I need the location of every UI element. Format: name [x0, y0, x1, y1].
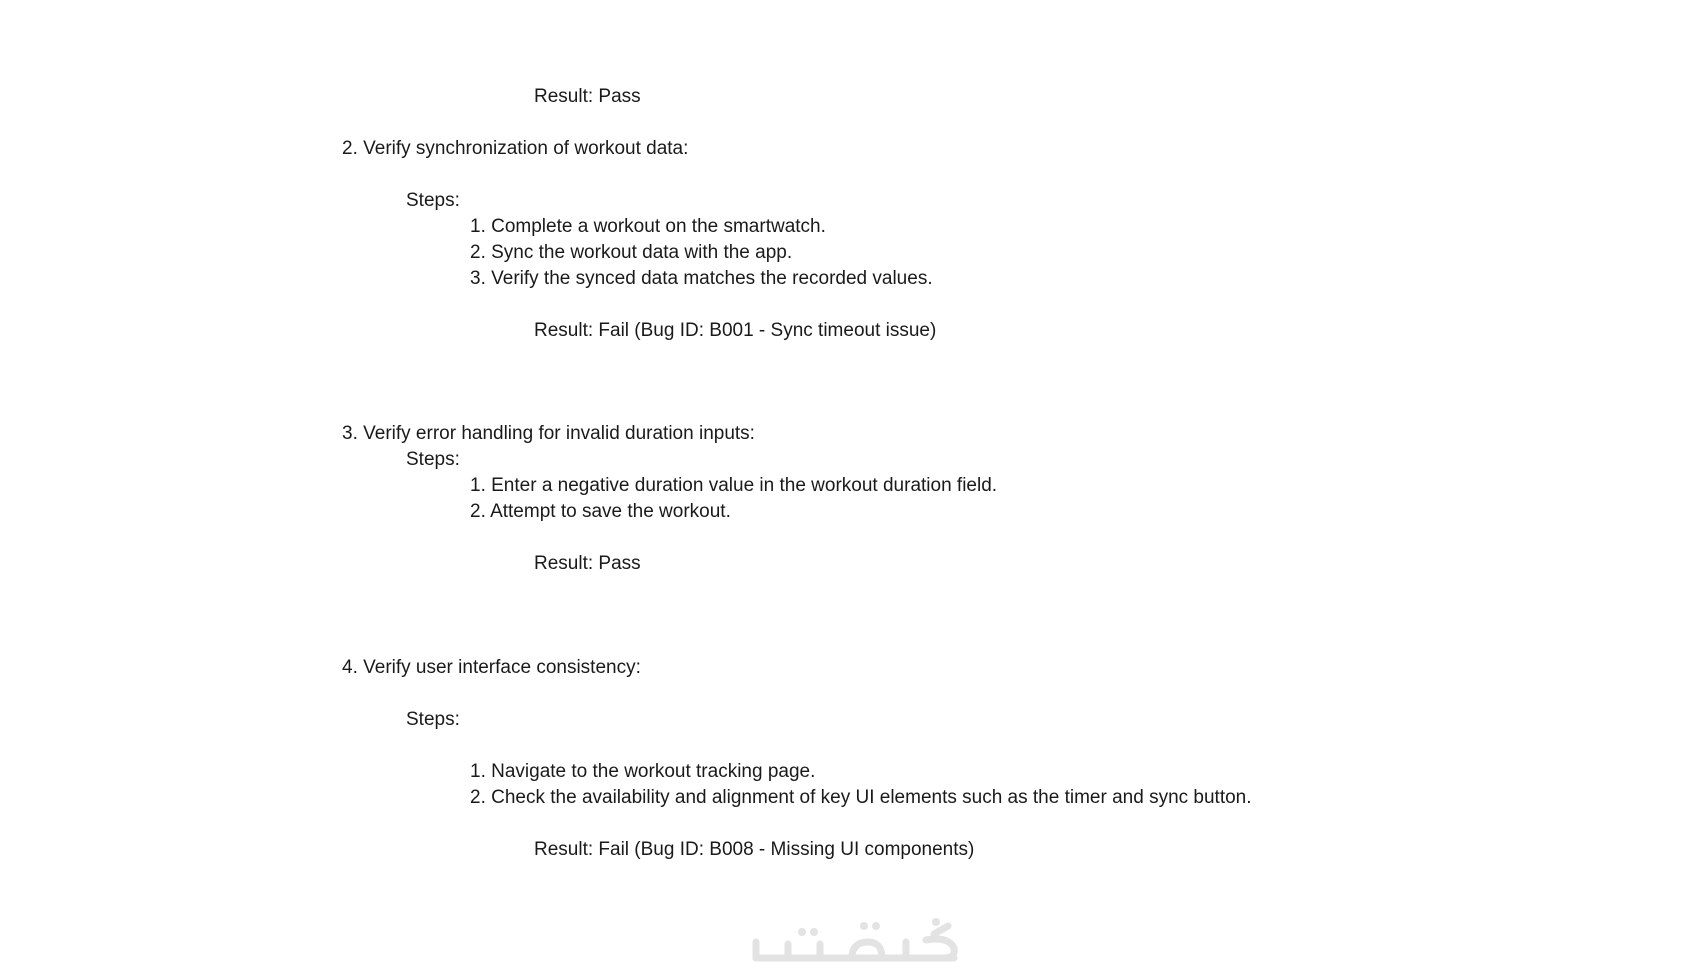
test-2-step-1: 1. Complete a workout on the smartwatch.	[470, 216, 826, 237]
test-2-result: Result: Fail (Bug ID: B001 - Sync timeout issue)	[534, 320, 937, 341]
test-2-title: 2. Verify synchronization of workout data:	[342, 138, 689, 159]
test-4-step-1: 1. Navigate to the workout tracking page.	[470, 761, 816, 782]
test-2-step-3: 3. Verify the synced data matches the recorded values.	[470, 268, 933, 289]
test-3-step-1: 1. Enter a negative duration value in the workout duration field.	[470, 475, 998, 496]
test-4-result: Result: Fail (Bug ID: B008 - Missing UI components)	[534, 839, 975, 860]
test-3-title: 3. Verify error handling for invalid duration inputs:	[342, 423, 755, 444]
test-3-step-2: 2. Attempt to save the workout.	[470, 501, 731, 522]
test-1-result: Result: Pass	[534, 86, 641, 107]
test-4-title: 4. Verify user interface consistency:	[342, 657, 641, 678]
test-4-steps-label: Steps:	[406, 709, 460, 730]
test-3-result: Result: Pass	[534, 553, 641, 574]
test-4-step-2: 2. Check the availability and alignment of key UI elements such as the timer and sync button.	[470, 787, 1252, 808]
test-2-step-2: 2. Sync the workout data with the app.	[470, 242, 793, 263]
watermark-logo-graphic	[748, 912, 968, 970]
test-2-steps-label: Steps:	[406, 190, 460, 211]
test-3-steps-label: Steps:	[406, 449, 460, 470]
watermark-logo	[748, 912, 968, 970]
